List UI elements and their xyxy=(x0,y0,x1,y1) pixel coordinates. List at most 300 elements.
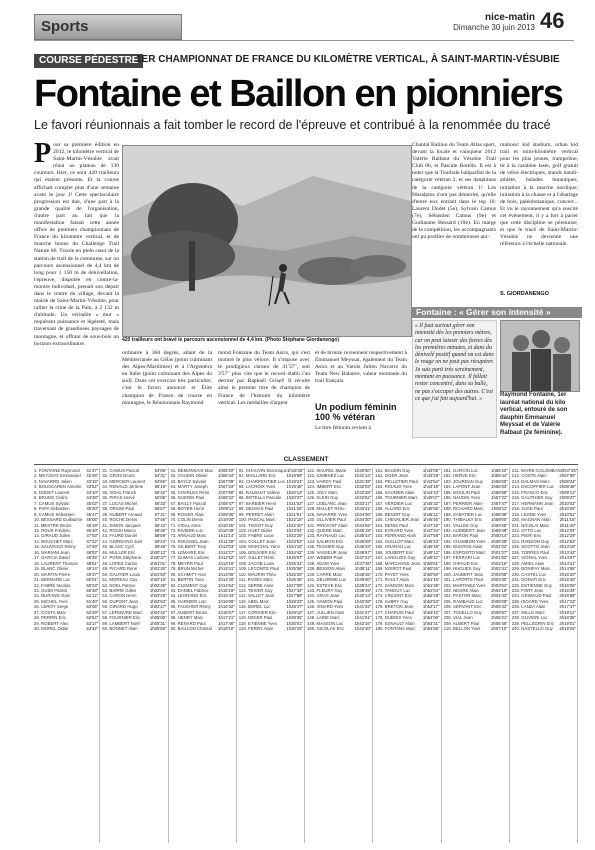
runner-name: 26. LEROY Serge xyxy=(34,604,69,610)
runner-time: 2h16'58" xyxy=(559,593,576,599)
runner-name: 221. NICOLAI Marc xyxy=(511,522,550,528)
runner-name: 104. COLLET Jean xyxy=(238,538,276,544)
section-label: Sports xyxy=(34,14,182,40)
runner-time: 1h30'25" xyxy=(286,626,303,632)
runner-name: 65. CHARLES Rémi xyxy=(170,489,210,495)
sidebar-title: Fontaine : « Gérer son intensité » xyxy=(412,307,582,318)
runner-name: 85. GARNIER Loïc xyxy=(170,598,207,604)
runner-time: 1h15'19" xyxy=(218,587,235,593)
runner-name: 14. BOUCHET Marc xyxy=(34,538,73,544)
runner-name: 13. GIRAUD Julien xyxy=(34,533,71,539)
runner-name: 15. SAUVAIGO Rémy xyxy=(34,544,76,550)
runner-time: 53'17" xyxy=(86,620,99,626)
runner-time: 1h07'09" xyxy=(218,478,235,484)
runner-time: 2h14'56" xyxy=(559,566,576,572)
runner-time: 1h45'07" xyxy=(422,495,440,501)
runner-time: 1h17'46" xyxy=(218,620,235,626)
runner-time: 1h36'57" xyxy=(354,549,372,555)
runner-time: 1h33'17" xyxy=(354,500,372,506)
podium-caption: Raymond Fontaine, 1er lauréat national du kilo vertical, entouré de son dauphin Emmanuel Meyssat et de Valérie Ralbaut (2e féminine). xyxy=(500,392,568,436)
runner-time: 1h44'18" xyxy=(422,484,440,490)
kicker-tag: COURSE PÉDESTRE xyxy=(34,54,143,68)
runner-name: 228. AMIEL Alain xyxy=(511,560,545,566)
results-column xyxy=(307,468,373,843)
runner-time: 1h57'47" xyxy=(491,500,508,506)
runner-name: 235. ISOARD Yves xyxy=(511,598,549,604)
runner-name: 217. HERMANN Jean xyxy=(511,500,554,506)
runner-time: 1h51'39" xyxy=(422,582,440,588)
runner-name: 10. BESSARD Guillaume xyxy=(34,517,83,523)
runner-time: 1h41'02" xyxy=(354,604,372,610)
runner-time: 1h39'49" xyxy=(354,587,372,593)
runner-name: 187. PERRIER Alain xyxy=(443,500,483,506)
runner-time: 44'10" xyxy=(86,489,99,495)
runner-time: 1h55'44" xyxy=(491,473,508,479)
runner-name: 94. LACROIX Yves xyxy=(238,484,276,490)
runner-time: 1h51'15" xyxy=(422,577,440,583)
runner-time: 43'19" xyxy=(86,478,99,484)
runner-time: 2h08'24" xyxy=(559,478,576,484)
runner-time: 2h10'26" xyxy=(559,506,576,512)
runner-name: 19. BLANC Olivier xyxy=(34,566,69,572)
runner-time: 1h42'40" xyxy=(354,626,372,632)
runner-time: 1h01'01" xyxy=(149,560,167,566)
runner-name: 158. ALLARD Eric xyxy=(375,506,410,512)
runner-name: 111. PAGES Marc xyxy=(238,577,273,583)
runner-name: 21. BERNARD Luc xyxy=(34,577,71,583)
runner-time: 52'29" xyxy=(86,609,99,615)
runner-time: 1h09'36" xyxy=(218,511,235,517)
results-row xyxy=(307,626,371,631)
article-column-7: mations: kid stadium, urban kid trail et mini-kilomètre vertical pour les plus jeunes, trampoline, tir à la carabine laser, golf gratuit de vélos électriques, stands handi-athlète, balades botaniques, initiation à la marche nordique, initiation à la chasse et à l'abattage de bois, paléobotanique, concert... Et vu le rayonnement qu'a suscité cet événement, il y a fort à parier que cette discipline se pérennise, et que le tracé de Saint-Martin-Vésubie ne devienne une référence à l'échelle nationale. xyxy=(500,142,578,248)
runner-name: 118. DIDIER Paul xyxy=(238,615,273,621)
runner-time: 1h14'54" xyxy=(218,582,235,588)
runner-time: 58'35" xyxy=(154,527,167,533)
runner-time: 1h04'42" xyxy=(149,609,167,615)
runner-time: 56'08" xyxy=(154,495,167,501)
runner-name: 198. GIRAUD Eric xyxy=(443,560,479,566)
runner-name: 205. RAMBAUD Luc xyxy=(443,598,483,604)
runner-name: 225. SCOTTO Jean xyxy=(511,544,550,550)
article-text: our sa première édition en 2012, le kilomètre vertical de Saint-Martin-Vésubie avait réuni au plateau de 130 coureurs. Hier, ce sont 420 trailleurs qui étaient présents. Et la course affichait complet plus d'une semaine avant le jour J! Cette spectaculaire progression est due, d'une part à la grande qualité de l'organisation, d'autre part au fait que la manifestation faisait cette année office de premiers championnats de France du kilomètre vertical, et de manche bonus du Challenge Trail Nature 06. Tracée en plein cœur de la station de trail de la commune, sur un parcours ascensionnel de 4,4 km de long pour 1 150 m de dénivellation, l'épreuve, disputée en contre-la-montre individuel, prenait son départ dans le centre du village, devant la mairie de Saint-Martin-Vésubie, pour rallier la cime de la Palu, à 2 132 m d'altitude. Un véritable « mur » requérant puissance et légèreté, mais traversant de grandioses paysages de montagne, et offrant de sous-bois un horizon extraordinaire. xyxy=(34,142,119,347)
runner-name: 54. CARON Henri xyxy=(102,593,137,599)
runner-time: 45'02" xyxy=(86,500,99,506)
runner-name: 122. GIMENEZ Luc xyxy=(307,473,345,479)
runner-name: 239. PELLEGRIN Eric xyxy=(511,620,555,626)
runner-time: 53'42" xyxy=(86,626,99,632)
runner-name: 240. RASTELLO Guy xyxy=(511,626,553,632)
runner-time: 2h14'31" xyxy=(559,560,576,566)
runner-time: 1h25'31" xyxy=(286,560,303,566)
runner-name: 45. BLANC Cyril xyxy=(102,544,134,550)
runner-time: 2h15'20" xyxy=(559,571,576,577)
runner-time: 1h21'26" xyxy=(286,506,303,512)
runner-time: 50'23" xyxy=(86,582,99,588)
runner-time: 1h12'27" xyxy=(218,549,235,555)
runner-name: 131. PREVOST Alain xyxy=(307,522,348,528)
runner-name: 2. MEYSSAT Emmanuel xyxy=(34,473,81,479)
runner-time: 56'57" xyxy=(154,506,167,512)
runner-time: 1h17'21" xyxy=(218,615,235,621)
runner-time: 2h01'03" xyxy=(491,544,508,550)
runner-time: 2h12'53" xyxy=(559,538,576,544)
runner-time: 1h32'52" xyxy=(354,495,372,501)
runner-time: 1h39'24" xyxy=(354,582,372,588)
runner-name: 42. ROSSI Marco xyxy=(102,527,136,533)
runner-name: 172. SAMSON Marc xyxy=(375,582,415,588)
runner-time: 1h23'29" xyxy=(286,533,303,539)
runner-name: 34. RENAUD Jérôme xyxy=(102,484,144,490)
runner-time: 1h20'37" xyxy=(286,495,303,501)
runner-name: 164. GUILLOT Marc xyxy=(375,538,414,544)
runner-time: 1h49'12" xyxy=(422,549,440,555)
runner-name: 35. VIDAL Franck xyxy=(102,489,137,495)
runner-time: 1h56'58" xyxy=(491,489,508,495)
runner-name: 156. TOURNIER Marc xyxy=(375,495,418,501)
runner-time: 1h03'28" xyxy=(149,593,167,599)
runner-name: 177. CHAPUIS Paul xyxy=(375,609,414,615)
runner-time: 2h00'14" xyxy=(491,533,508,539)
runner-name: 183. JOURDAN Guy xyxy=(443,478,483,484)
runner-time: 1h47'34" xyxy=(422,527,440,533)
runner-name: 191. VALLEE Guy xyxy=(443,522,479,528)
runner-name: 223. PIERI Eric xyxy=(511,533,542,539)
runner-time: 1h18'35" xyxy=(287,468,304,473)
runner-name: 106. BOUVIER Eric xyxy=(238,549,277,555)
kicker-text: 1ER CHAMPIONNAT DE FRANCE DU KILOMÈTRE VERTICAL, À SAINT-MARTIN-VÉSUBIE xyxy=(136,54,560,65)
runner-name: 99. PERRET Alain xyxy=(238,511,274,517)
runner-name: 33. MERCIER Laurent xyxy=(102,478,145,484)
runner-time: 1h03'04" xyxy=(149,587,167,593)
runner-name: 186. NAUDIN Yves xyxy=(443,495,480,501)
runner-time: 51'12" xyxy=(86,593,99,599)
headline: Fontaine et Baillon en pionniers xyxy=(34,73,563,115)
runner-time: 1h38'11" xyxy=(354,566,372,572)
runner-time: 2h12'04" xyxy=(559,527,576,533)
runner-time: 1h45'32" xyxy=(422,500,440,506)
runner-name: 62. GAUDIN Olivier xyxy=(170,473,208,479)
results-heading: CLASSEMENT xyxy=(34,456,578,465)
runner-name: 167. LANGLOIS Guy xyxy=(375,555,416,561)
runner-time: 1h10'00" xyxy=(218,517,235,523)
runner-name: 77. DUMAS Ludovic xyxy=(170,555,210,561)
runner-time: 52'54" xyxy=(86,615,99,621)
runner-name: 28. PERRIN Eric xyxy=(34,615,66,621)
runner-name: 170. PAYET Yves xyxy=(375,571,409,577)
runner-name: 219. LEONE Yves xyxy=(511,511,547,517)
runner-name: 204. PASTOR Marc xyxy=(443,593,482,599)
article-column-3: mond Fontaine du Team Asics, qui s'est montré le plus véloce. Il s'impose avec le prodigieux chrono de 41'37", soit 3'57" plus vite que le record établi l'an dernier par Raphaël Grisel! Il récolte ainsi le premier titre de champion de France de l'histoire du kilomètre vertical. Les médailles d'argent xyxy=(218,350,310,406)
runner-name: 22. FABRE Nicolas xyxy=(34,582,71,588)
runner-time: 1h16'08" xyxy=(218,598,235,604)
runner-name: 229. BONIFAY Marc xyxy=(511,566,551,572)
deck: Le favori réunionnais a fait tomber le record de l'épreuve et contribué à la renommée du tracé xyxy=(34,118,551,132)
runner-time: 1h35'19" xyxy=(354,527,372,533)
runner-time: 1h54'55" xyxy=(422,626,440,632)
runner-time: 1h47'10" xyxy=(422,522,440,528)
runner-name: 7. CAMUS Sylvain xyxy=(34,500,70,506)
runner-time: 1h15'43" xyxy=(218,593,235,599)
runner-name: 17. GARCIA David xyxy=(34,555,70,561)
runner-name: 114. VALLET Jean xyxy=(238,593,275,599)
runner-time: 1h53'17" xyxy=(422,604,440,610)
runner-time: 1h24'18" xyxy=(286,544,303,550)
runner-name: 60. BONNET Alain xyxy=(102,626,138,632)
results-row xyxy=(375,626,439,631)
header-divider xyxy=(34,40,574,41)
runner-name: 152. OGER Jean xyxy=(375,473,408,479)
runner-name: 125. JOLY Marc xyxy=(307,489,338,495)
runner-name: 82. CLEMENT Guy xyxy=(170,582,208,588)
runner-name: 184. LAFONT Jean xyxy=(443,484,481,490)
runner-time: 2h05'57" xyxy=(491,609,508,615)
runner-name: 133. RAYNAUD Luc xyxy=(307,533,346,539)
runner-time: 52'05" xyxy=(86,604,99,610)
runner-time: 44'38" xyxy=(86,495,99,501)
runner-name: 175. AUBRY Guy xyxy=(375,598,409,604)
runner-time: 2h07'35" xyxy=(560,468,578,473)
runner-name: 236. LANZA Alain xyxy=(511,604,546,610)
runner-name: 66. GUERIN Paul xyxy=(170,495,205,501)
runner-name: 174. VINCENT Eric xyxy=(375,593,413,599)
runner-name: 8. PAPA Sébastien xyxy=(34,506,70,512)
runner-name: 212. COSTE Alain xyxy=(511,473,547,479)
runner-name: 4. BOUSCAREN Antoine xyxy=(34,484,82,490)
runner-name: 140. CARRE Marc xyxy=(307,571,343,577)
runner-time: 1h44'43" xyxy=(422,489,440,495)
runner-name: 144. GRAS Jean xyxy=(307,593,340,599)
runner-time: 1h34'55" xyxy=(354,522,372,528)
runner-name: 139. BESSON Alain xyxy=(307,566,345,572)
runner-time: 41'37" xyxy=(86,468,99,473)
runner-time: 1h25'07" xyxy=(286,555,303,561)
runner-time: 1h54'31" xyxy=(422,620,440,626)
runner-time: 42'46" xyxy=(86,473,99,479)
runner-name: 159. BENOIT Guy xyxy=(375,511,410,517)
runner-time: 2h04'43" xyxy=(491,593,508,599)
runner-time: 1h58'11" xyxy=(491,506,508,512)
runner-name: 59. LAMBERT Noël xyxy=(102,620,140,626)
runner-name: 68. BOYER Henri xyxy=(170,506,205,512)
article-column-4: et de bronze reviennent respectivement à Emmanuel Meyssat, également du Team Asics et au Varois Julien Navarro du Team New Balance, valeur montante du trail français. xyxy=(315,350,407,385)
runner-time: 1h11'14" xyxy=(218,533,235,539)
runner-time: 1h36'33" xyxy=(354,544,372,550)
runner-time: 45'20" xyxy=(86,506,99,512)
runner-name: 61. DEMONSAIS Max xyxy=(170,468,213,473)
article-column-2: ordinaire à 360 degrés, allant de la Méditerranée au Gélas (point culminant des Alpes-Maritimes) et à l'Argentera en Italie (point culminant des Alpes du sud). Dans cet exercice très particulier, c'est le favori annoncé et Élite champion de France de course en montagne, le Réunionnais Raymond xyxy=(122,350,212,406)
runner-name: 6. BRUNO Cédric xyxy=(34,495,68,501)
runner-name: 173. TANGUY Luc xyxy=(375,587,411,593)
runner-time: 1h34'30" xyxy=(354,517,372,523)
runner-name: 162. EVRARD Yves xyxy=(375,527,414,533)
runner-name: 136. VASSEUR Jean xyxy=(307,549,348,555)
runner-time: 1h57'22" xyxy=(491,495,508,501)
article-column-1 xyxy=(34,142,119,432)
runner-name: 194. CHAMBON Yves xyxy=(443,538,486,544)
runner-name: 145. HAMON Paul xyxy=(307,598,343,604)
runner-name: 101. TISSOT Guy xyxy=(238,522,273,528)
runner-time: 58'59" xyxy=(154,533,167,539)
runner-time: 2h05'08" xyxy=(491,598,508,604)
runner-name: 196. ESPOSITO Marc xyxy=(443,549,486,555)
runner-name: 96. BOTELLA Pascale xyxy=(238,495,282,501)
runner-name: 58. FOURNIER Eric xyxy=(102,615,141,621)
runner-time: 1h52'53" xyxy=(422,598,440,604)
runner-time: 1h35'44" xyxy=(354,533,372,539)
results-row xyxy=(444,626,508,631)
runner-time: 48'02" xyxy=(86,549,99,555)
runner-time: 2h01'52" xyxy=(491,555,508,561)
runner-name: 67. BAILLY Pascal xyxy=(170,500,206,506)
runner-time: 1h02'15" xyxy=(149,577,167,583)
runner-name: 216. GAUTHIER Guy xyxy=(511,495,553,501)
runner-time: 1h47'59" xyxy=(422,533,440,539)
runner-name: 161. DENIS Paul xyxy=(375,522,408,528)
runner-name: 120. FERRY Alain xyxy=(238,626,274,632)
runner-time: 1h42'16" xyxy=(354,620,372,626)
article-column-6: Chantal Baillon du Team Atlas sport, devant la locale et vainqueur 2012 Valérie Ralbaut du Vésubie Trail Club 06, et Pascale Botella. Il est à noter que la Tourbale ballparfait de la catégorie vétéran 2, et ses dauphines de la catégorie vétéran 1! Les Maralpins n'ont pas démérité, qu'elle d'entre eux entrant dans le top 10: Laurent Dodet (5e), Sylvain Camus (7e), Sébastien Camus (9e) et Guillaume Bessard (10e). En marge de la compétition, les accompagnants ont pu profiter de nombreuses ani- xyxy=(412,142,496,241)
runner-name: 70. COLIN Denis xyxy=(170,517,203,523)
runner-time: 47'49" xyxy=(86,544,99,550)
runner-time: 1h14'05" xyxy=(218,571,235,577)
runner-name: 86. FAUCHER Rémy xyxy=(170,604,211,610)
runner-time: 1h58'36" xyxy=(491,511,508,517)
runner-time: 1h33'41" xyxy=(354,506,372,512)
runner-name: 105. MARCHAL Yann xyxy=(238,544,280,550)
runner-time: 2h06'21" xyxy=(491,615,508,621)
runner-time: 1h12'52" xyxy=(218,555,235,561)
runner-name: 98. DELMAS Paul xyxy=(238,506,274,512)
runner-time: 1h59'49" xyxy=(491,527,508,533)
podium-photo xyxy=(500,320,580,392)
runner-time: 1h43'05" xyxy=(422,468,440,473)
runner-name: 189. SABATIER Luc xyxy=(443,511,483,517)
runner-name: 109. LECOMTE Paul xyxy=(238,566,279,572)
runner-name: 202. MARTINEZ Yves xyxy=(443,582,486,588)
runner-time: 1h41'27" xyxy=(354,609,372,615)
runner-time: 1h41'51" xyxy=(354,615,372,621)
runner-name: 25. MICHEL Yves xyxy=(34,598,68,604)
runner-name: 64. MARTY Joseph xyxy=(170,484,208,490)
runner-time: 1h13'16" xyxy=(218,560,235,566)
runner-time: 1h27'58" xyxy=(286,593,303,599)
runner-name: 74. ROUSSEL Jean xyxy=(170,538,209,544)
runner-time: 1h18'10" xyxy=(218,626,235,632)
runner-time: 2h02'16" xyxy=(491,560,508,566)
runner-name: 146. ISNARD Yves xyxy=(307,604,344,610)
runner-time: 46'19" xyxy=(86,522,99,528)
runner-time: 49'14" xyxy=(86,566,99,572)
runner-time: 2h07'59" xyxy=(559,473,576,479)
runner-name: 165. HOARAU Luc xyxy=(375,544,412,550)
sidebar-quote: « Il faut surtout gérer son intensité dès les premiers mètres, car on peut laisser des forces dès les premières minutes, et dans du dénivelé positif quand on est dans le rouge on ne peut pas récupérer. Je suis parti très sereinement, montant en puissance. Il fallait rester concentré, dans sa bulle, ne pas s'occuper des autres. C'est ce que j'ai fait aujourd'hui. » xyxy=(412,320,497,438)
runner-time: 2h07'10" xyxy=(491,626,508,632)
runner-time: 1h12'03" xyxy=(218,544,235,550)
runner-name: 143. FLEURY Guy xyxy=(307,587,343,593)
runner-name: 56. GIRARD Hugo xyxy=(102,604,138,610)
sub-headline: Un podium féminin 100 % vétéran xyxy=(315,402,397,422)
runner-name: 134. SALMON Eric xyxy=(307,538,344,544)
runner-name: 37. LUCAS Michel xyxy=(102,500,138,506)
runner-time: 1h01'50" xyxy=(149,571,167,577)
runner-name: 230. CASTEL Luc xyxy=(511,571,546,577)
photo-caption: 420 trailleurs ont bravé le parcours ascensionnel de 4,4 km. (Photo Stéphane Giordanengo) xyxy=(122,337,340,343)
runner-time: 1h07'58" xyxy=(218,489,235,495)
runner-time: 2h12'29" xyxy=(559,533,576,539)
runner-time: 2h03'54" xyxy=(491,582,508,588)
runner-time: 1h28'47" xyxy=(286,604,303,610)
runner-name: 157. VERDIER Luc xyxy=(375,500,413,506)
runner-time: 49'37" xyxy=(86,571,99,577)
runner-time: 1h40'13" xyxy=(354,593,372,599)
runner-name: 127. LEBLANC Jean xyxy=(307,500,347,506)
runner-time: 1h19'24" xyxy=(286,478,303,484)
runner-time: 1h00'12" xyxy=(149,549,167,555)
podium-image xyxy=(501,321,579,391)
runner-time: 48'25" xyxy=(86,555,99,561)
runner-name: 84. LEGRAND Eric xyxy=(170,593,208,599)
runner-name: 69. ROGER Alain xyxy=(170,511,204,517)
runner-time: 1h43'29" xyxy=(422,473,440,479)
runner-time: 1h04'17" xyxy=(149,604,167,610)
runner-name: 87. AUBERT Bruno xyxy=(170,609,208,615)
runner-name: 148. LAINE Marc xyxy=(307,615,340,621)
runner-name: 227. VIGNAL Yves xyxy=(511,555,548,561)
runner-name: 138. ADAM Yves xyxy=(307,560,340,566)
runner-name: 43. FAURE Daniel xyxy=(102,533,138,539)
runner-name: 200. JAUBERT Jean xyxy=(443,571,483,577)
runner-name: 121. MAUREL Marie xyxy=(307,468,347,473)
runner-name: 117. CORDIER Eric xyxy=(238,609,277,615)
runner-time: 1h40'38" xyxy=(354,598,372,604)
runner-time: 1h34'06" xyxy=(354,511,372,517)
runner-name: 193. BARON Paul xyxy=(443,533,479,539)
runner-time: 48'51" xyxy=(86,560,99,566)
drop-cap: P xyxy=(34,142,52,169)
runner-time: 2h16'09" xyxy=(559,582,576,588)
runner-time: 1h18'59" xyxy=(286,473,303,479)
runner-time: 1h05'55" xyxy=(149,626,167,632)
runner-time: 59'24" xyxy=(154,538,167,544)
runner-name: 16. MARIANI Jean xyxy=(34,549,70,555)
article-column-5: Le titre féminin revient à xyxy=(315,425,371,431)
runner-name: 23. GUIDI Patrick xyxy=(34,587,68,593)
runner-time: 1h16'32" xyxy=(218,604,235,610)
runner-name: 47. PONS Stéphane xyxy=(102,555,142,561)
runner-name: 79. BRUN Michel xyxy=(170,566,204,572)
runner-name: 208. VIAL Jean xyxy=(443,615,473,621)
runner-time: 1h59'25" xyxy=(491,522,508,528)
runner-time: 1h50'01" xyxy=(422,560,440,566)
runner-name: 48. LOPEZ Carlos xyxy=(102,560,138,566)
runner-time: 47'22" xyxy=(86,538,99,544)
runner-time: 45'47" xyxy=(86,511,99,517)
runner-name: 123. HARDY Paul xyxy=(307,478,342,484)
runner-name: 40. ROCHE Denis xyxy=(102,517,138,523)
runner-time: 2h14'07" xyxy=(559,555,576,561)
runner-photo xyxy=(122,145,412,337)
results-column xyxy=(171,468,237,843)
runner-name: 238. OLIVIERI Luc xyxy=(511,615,548,621)
runner-time: 1h32'28" xyxy=(354,489,372,495)
runner-time: 1h26'20" xyxy=(286,571,303,577)
runner-name: 171. RAULT Alain xyxy=(375,577,410,583)
runner-name: 199. HUGUES Guy xyxy=(443,566,481,572)
runner-name: 220. MAGNAN Alain xyxy=(511,517,551,523)
runner-name: 166. JOUBERT Eric xyxy=(375,549,414,555)
runner-name: 141. DELORME Luc xyxy=(307,577,346,583)
runner-name: 72. RIVIERE Luc xyxy=(170,527,203,533)
